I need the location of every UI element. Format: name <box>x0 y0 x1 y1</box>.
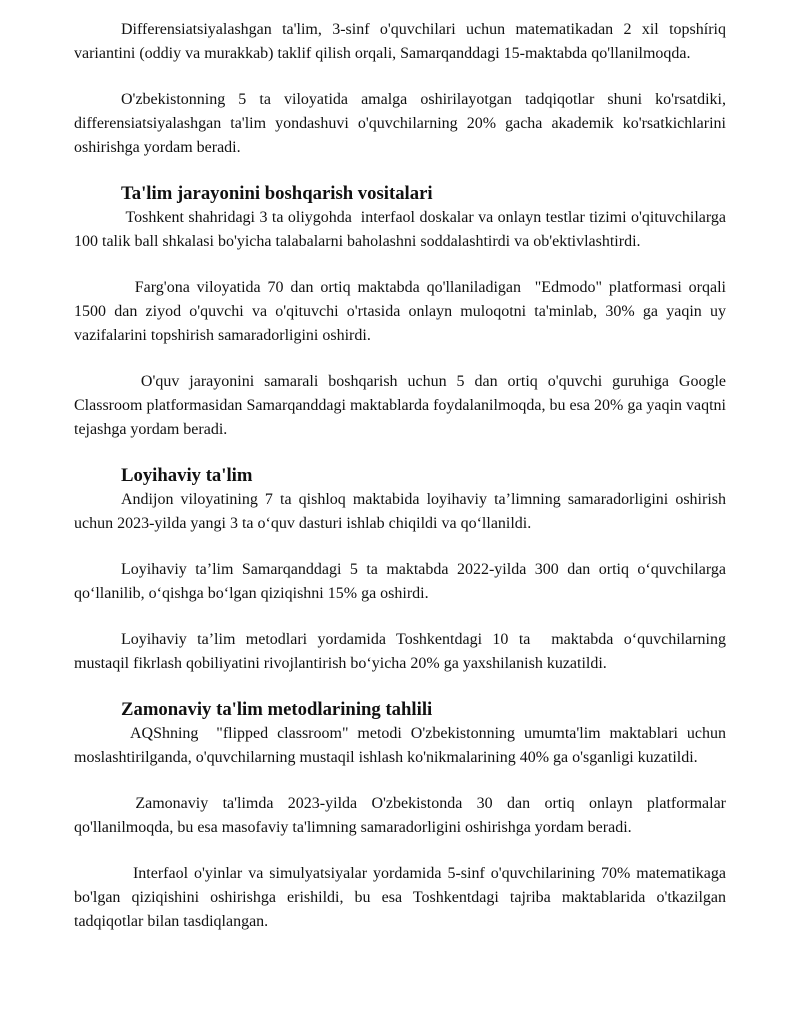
section3-paragraph-2: Zamonaviy ta'limda 2023-yilda O'zbekistonda 30 dan ortiq onlayn platformalar qo'llanilmoqda, bu esa masofaviy ta'limning samaradorligini oshirishga yordam beradi. <box>74 795 731 836</box>
section3-paragraph-3: Interfaol o'yinlar va simulyatsiyalar yordamida 5-sinf o'quvchilarining 70% matematikaga bo'lgan qiziqishini oshirishga erishildi, bu esa Toshkentdagi tajriba maktablarida o'tkazilgan tadqiqotlar bilan tasdiqlangan. <box>74 865 730 930</box>
intro-paragraph-1: Differensiatsiyalashgan ta'lim, 3-sinf o'quvchilari uchun matematikadan 2 xil topshíriq variantini (oddiy va murakkab) taklif qilish orqali, Samarqanddagi 15-maktabda qo'llanilmoqda. <box>74 21 730 62</box>
intro-paragraph-2: O'zbekistonning 5 ta viloyatida amalga oshirilayotgan tadqiqotlar shuni ko'rsatdiki, differensiatsiyalashgan ta'lim yondashuvi o'quvchilarning 20% gacha akademik ko'rsatkichlarini oshirishga yordam beradi. <box>74 91 730 156</box>
section3-paragraph-1: AQShning "flipped classroom" metodi O'zbekistonning umumta'lim maktablari uchun moslashtirilganda, o'quvchilarning mustaqil ishlash ko'nikmalarining 40% ga o'sganligi kuzatildi. <box>74 725 731 766</box>
section1-paragraph-1: Toshkent shahridagi 3 ta oliygohda interfaol doskalar va onlayn testlar tizimi o'qituvchilarga 100 talik ball shkalasi bo'yicha talabalarni baholashni soddalashtirdi va ob'ektivlashtirdi. <box>74 209 731 250</box>
section1-paragraph-2: Farg'ona viloyatida 70 dan ortiq maktabda qo'llaniladigan "Edmodo" platformasi orqali 1500 dan ziyod o'quvchi va o'qituvchi o'rtasida onlayn muloqotni ta'minlab, 30% ga yaqin uy vazifalarini topshirish samaradorligini oshirdi. <box>74 279 730 344</box>
section-heading-project-learning: Loyihaviy ta'lim <box>121 465 253 486</box>
document-page <box>74 18 731 934</box>
section2-paragraph-3: Loyihaviy ta’lim metodlari yordamida Toshkentdagi 10 ta maktabda o‘quvchilarning mustaqil fikrlash qobiliyatini rivojlantirish bo‘yicha 20% ga yaxshilanish kuzatildi. <box>74 631 730 672</box>
section2-paragraph-2: Loyihaviy ta’lim Samarqanddagi 5 ta maktabda 2022-yilda 300 dan ortiq o‘quvchilarga qo‘llanilib, o‘qishga bo‘lgan qiziqishni 15% ga oshirdi. <box>74 561 730 602</box>
section-heading-management-tools: Ta'lim jarayonini boshqarish vositalari <box>121 183 433 204</box>
section-heading-modern-methods: Zamonaviy ta'lim metodlarining tahlili <box>121 699 433 720</box>
section2-paragraph-1: Andijon viloyatining 7 ta qishloq maktabida loyihaviy ta’limning samaradorligini oshirish uchun 2023-yilda yangi 3 ta o‘quv dasturi ishlab chiqildi va qo‘llanildi. <box>74 491 730 532</box>
section1-paragraph-3: O'quv jarayonini samarali boshqarish uchun 5 dan ortiq o'quvchi guruhiga Google Classroom platformasidan Samarqanddagi maktablarda foydalanilmoqda, bu esa 20% ga yaqin vaqtni tejashga yordam beradi. <box>74 373 730 438</box>
